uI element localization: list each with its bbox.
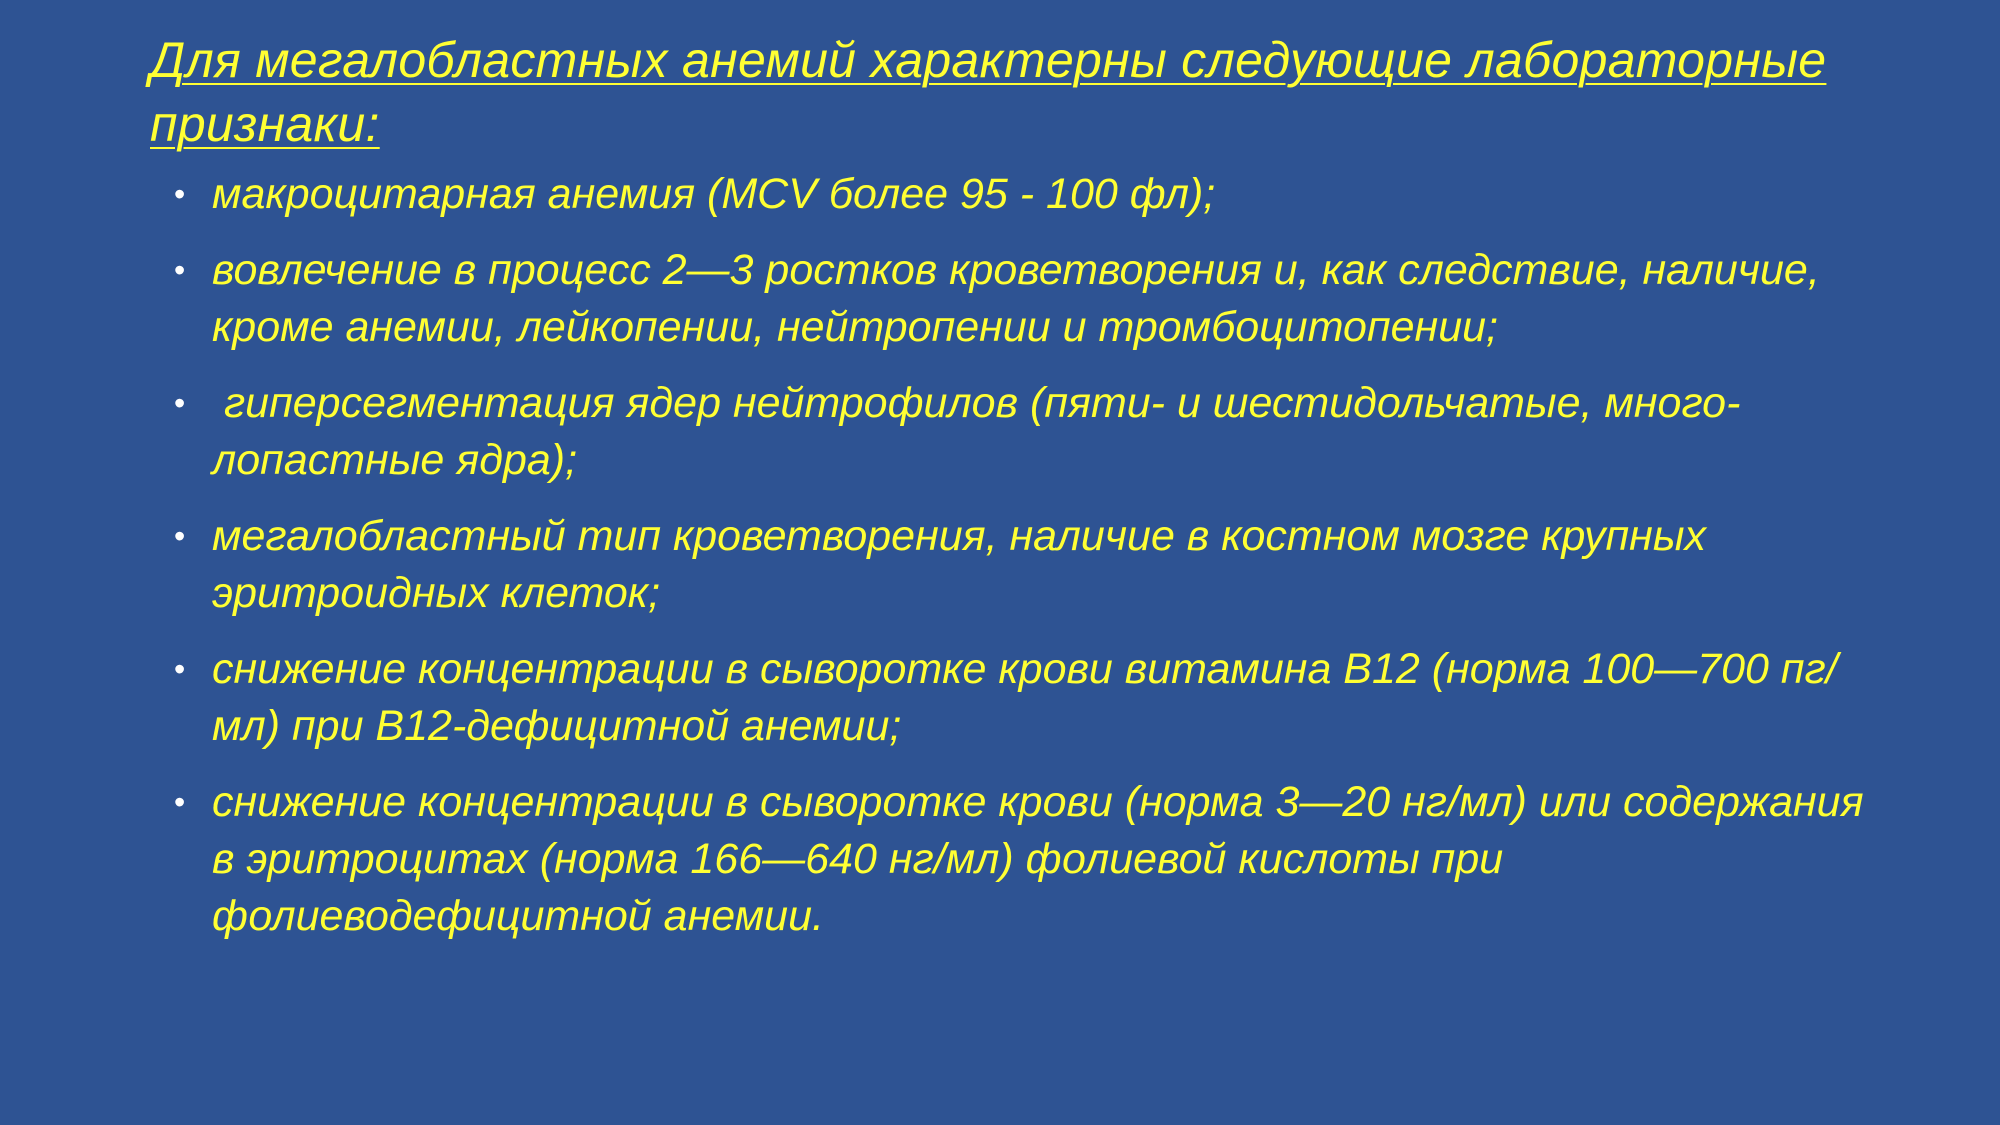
list-item <box>172 508 1872 622</box>
list-item-text: гиперсегментация ядер нейтрофилов (пяти- и шестидольчатые, много-лопастные ядра); <box>212 379 1741 484</box>
bullet-icon: • <box>174 252 186 288</box>
list-item-text: вовлечение в процесс 2—3 ростков кроветворения и, как следствие, наличие, кроме анемии, лейкопении, нейтропении и тромбоцитопении; <box>212 246 1820 351</box>
bullet-icon: • <box>174 784 186 820</box>
list-item <box>172 641 1872 755</box>
list-item-text: снижение концентрации в сыворотке крови (норма 3—20 нг/мл) или содержания в эритроцитах (норма 166—640 нг/мл) фолиевой кислоты при фолиеводефицитной анемии. <box>212 778 1864 940</box>
slide-title: Для мегалобластных анемий характерны следующие лабораторные признаки: <box>150 32 1827 152</box>
bullet-icon: • <box>174 651 186 687</box>
bullet-icon: • <box>174 518 186 554</box>
list-item <box>172 242 1872 356</box>
list-item-text: снижение концентрации в сыворотке крови витамина В12 (норма 100—700 пг/мл) при В12-дефицитной анемии; <box>212 645 1838 750</box>
bullet-list <box>172 166 1872 964</box>
list-item-text: макроцитарная анемия (MCV более 95 - 100 фл); <box>212 170 1216 218</box>
list-item <box>172 375 1872 489</box>
list-item <box>172 166 1872 223</box>
list-item-text: мегалобластный тип кроветворения, наличие в костном мозге крупных эритроидных клеток; <box>212 512 1706 617</box>
list-item <box>172 774 1872 945</box>
bullet-icon: • <box>174 385 186 421</box>
bullet-icon: • <box>174 176 186 212</box>
